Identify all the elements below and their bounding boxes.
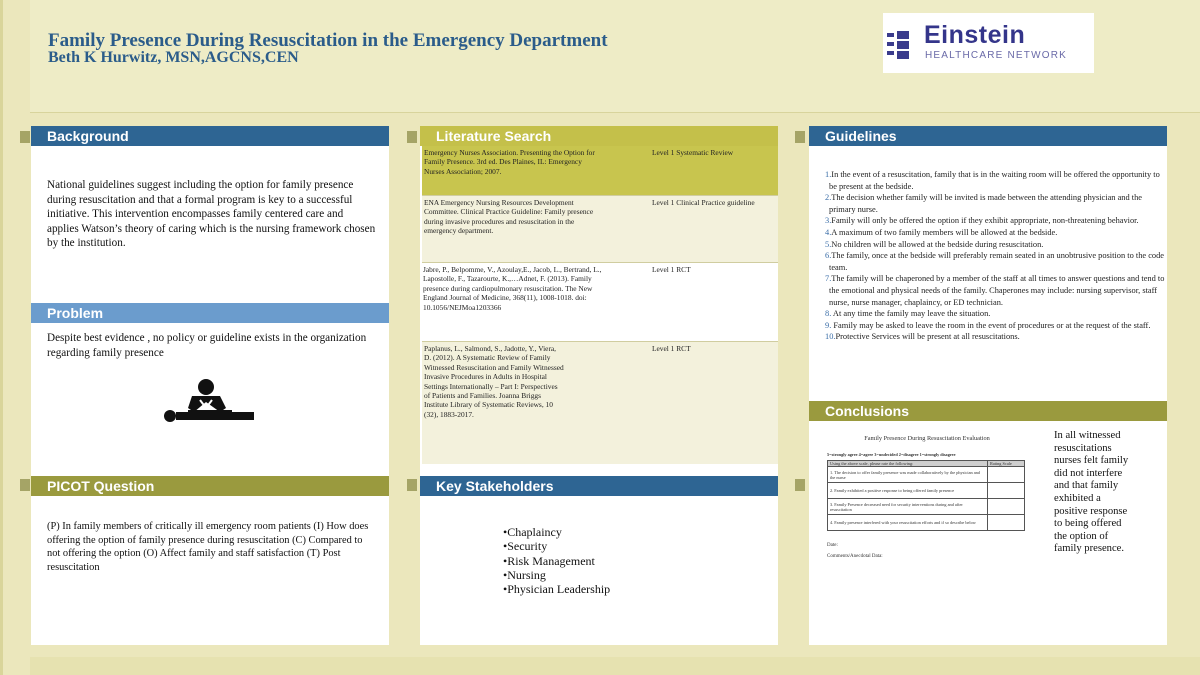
picot-heading: PICOT Question	[31, 476, 389, 496]
literature-heading: Literature Search	[420, 126, 778, 146]
footer-bar	[30, 657, 1200, 675]
guideline-item: 5.No children will be allowed at the bedside during resuscitation.	[825, 239, 1044, 249]
literature-citation: Jabre, P., Belpomme, V., Azoulay,E., Jacob, L., Bertrand, L., Lapostolle, F., Tazarourte, K.,…Adnet, F. (2013). Family presence during cardiopulmonary resuscitation. The New England Journal of Medicine, 368(11), 1008-1018. doi: 10.1056/NEJMoa1203366	[423, 265, 602, 312]
form-table	[827, 460, 1025, 531]
literature-row	[422, 342, 778, 464]
logo-wordmark: Einstein	[924, 21, 1026, 49]
literature-row	[422, 263, 778, 342]
picot-text: (P) In family members of critically ill emergency room patients (I) How does offering the option of family presence during resuscitation (C) Compared to not offering the option (O) Affect family and staff satisfaction (T) Post resuscitation	[47, 521, 369, 573]
literature-row	[422, 196, 778, 263]
poster-author: Beth K Hurwitz, MSN,AGCNS,CEN	[48, 49, 299, 66]
form-col-header: Using the above scale, please rate the following:	[828, 461, 988, 467]
guideline-item: 3.Family will only be offered the option if they exhibit appropriate, non-threatening behavior.	[825, 216, 1139, 226]
cpr-figure-icon	[160, 378, 256, 424]
stakeholders-list	[503, 525, 610, 596]
literature-level: Level 1 Systematic Review	[652, 148, 734, 157]
guideline-item: 4.A maximum of two family members will be allowed at the bedside.	[825, 227, 1058, 237]
tab-marker	[407, 131, 417, 143]
guideline-item: 7.The family will be chaperoned by a member of the staff at all times to answer questions and tend to the emotional and physical needs of the family. Chaperones may include: nursing supervisor, staff nurse, nurse manager, chaplaincy, or ED technician.	[825, 274, 1165, 307]
problem-text: Despite best evidence , no policy or guideline exists in the organization regarding family presence	[47, 332, 367, 359]
guideline-item: 2.The decision whether family will be invited is made between the attending physician and the primary nurse.	[825, 193, 1142, 214]
literature-level: Level 1 Clinical Practice guideline	[652, 198, 755, 207]
form-date: Date:	[827, 543, 838, 549]
poster-title: Family Presence During Resuscitation in the Emergency Department	[48, 30, 608, 51]
guideline-item: 1.In the event of a resuscitation, family that is in the waiting room will be offered the opportunity to be present at the bedside.	[825, 170, 1160, 191]
stakeholder-item: •Risk Management	[503, 553, 595, 568]
tab-marker	[407, 479, 417, 491]
form-row: 1. The decision to offer family presence was made collaboratively by the physician and the nurse	[828, 467, 988, 483]
literature-row	[422, 146, 778, 196]
tab-marker	[795, 479, 805, 491]
evaluation-form	[827, 435, 1027, 559]
guideline-item: 8. At any time the family may leave the situation.	[825, 309, 991, 319]
tab-marker	[795, 131, 805, 143]
stakeholder-item: •Chaplaincy	[503, 525, 562, 539]
form-title: Family Presence During Resuscitation Evaluation	[864, 435, 990, 442]
stakeholder-item: •Security	[503, 539, 548, 554]
einstein-logo	[883, 13, 1094, 73]
form-row: 2. Family exhibited a positive response to being offered family presence	[828, 483, 988, 499]
conclusions-text: In all witnessed resuscitations nurses felt family did not interfere and that family exhibited a positive response to being offered the option of family presence.	[1054, 430, 1129, 555]
tab-marker	[20, 131, 30, 143]
guideline-item: 10.Protective Services will be present at all resuscitations.	[825, 332, 1020, 342]
form-row: 4. Family presence interfered with your resuscitation efforts and if so describe below	[828, 515, 988, 531]
form-comments: Comments/Anecdotal Data:	[827, 554, 883, 560]
background-text: National guidelines suggest including the option for family presence during resuscitation and that a formal program is key to a successful initiative. This intervention encompasses family centered care and applies Watson’s theory of caring which is the nursing framework chosen by the institution.	[47, 179, 376, 249]
guidelines-list	[825, 169, 1165, 343]
stakeholder-item: •Nursing	[503, 567, 546, 582]
guideline-item: 6.The family, once at the bedside will preferably remain seated in an unobtrusive position to the code team.	[825, 251, 1165, 272]
literature-level: Level 1 RCT	[652, 344, 691, 353]
conclusions-heading: Conclusions	[809, 401, 1167, 421]
literature-level: Level 1 RCT	[652, 265, 691, 274]
stakeholder-item: •Physician Leadership	[503, 582, 611, 597]
background-heading: Background	[31, 126, 389, 146]
form-scale: 5=strongly agree 4=agree 3=undecided 2=disagree 1=strongly disagree	[827, 452, 956, 457]
tab-marker	[20, 479, 30, 491]
guideline-item: 9. Family may be asked to leave the room in the event of procedures or at the request of the staff.	[825, 320, 1151, 330]
form-row: 3. Family Presence decreased need for security interventions during and after resuscitation	[828, 499, 988, 515]
literature-citation: Emergency Nurses Association. Presenting the Option for Family Presence. 3rd ed. Des Plaines, IL: Emergency Nurses Association; 2007.	[424, 148, 595, 176]
form-col-header: Rating Scale	[988, 461, 1025, 467]
literature-citation: ENA Emergency Nursing Resources Development Committee. Clinical Practice Guideline: Family presence during invasive procedures and resuscitation in the emergency department.	[424, 198, 594, 236]
guidelines-heading: Guidelines	[809, 126, 1167, 146]
stakeholders-heading: Key Stakeholders	[420, 476, 778, 496]
problem-heading: Problem	[31, 303, 389, 323]
logo-tagline: HEALTHCARE NETWORK	[925, 50, 1067, 61]
literature-citation: Paplanus, L., Salmond, S., Jadotte, Y., Viera, D. (2012). A Systematic Review of Family Witnessed Resuscitation and Family Witnessed Invasive Procedures in Adults in Hospital Settings Internationally – Part I: Perspectives of Patients and Families. Joanna Briggs Institute Library of Systematic Reviews, 10 (32), 1883-2017.	[424, 344, 564, 419]
